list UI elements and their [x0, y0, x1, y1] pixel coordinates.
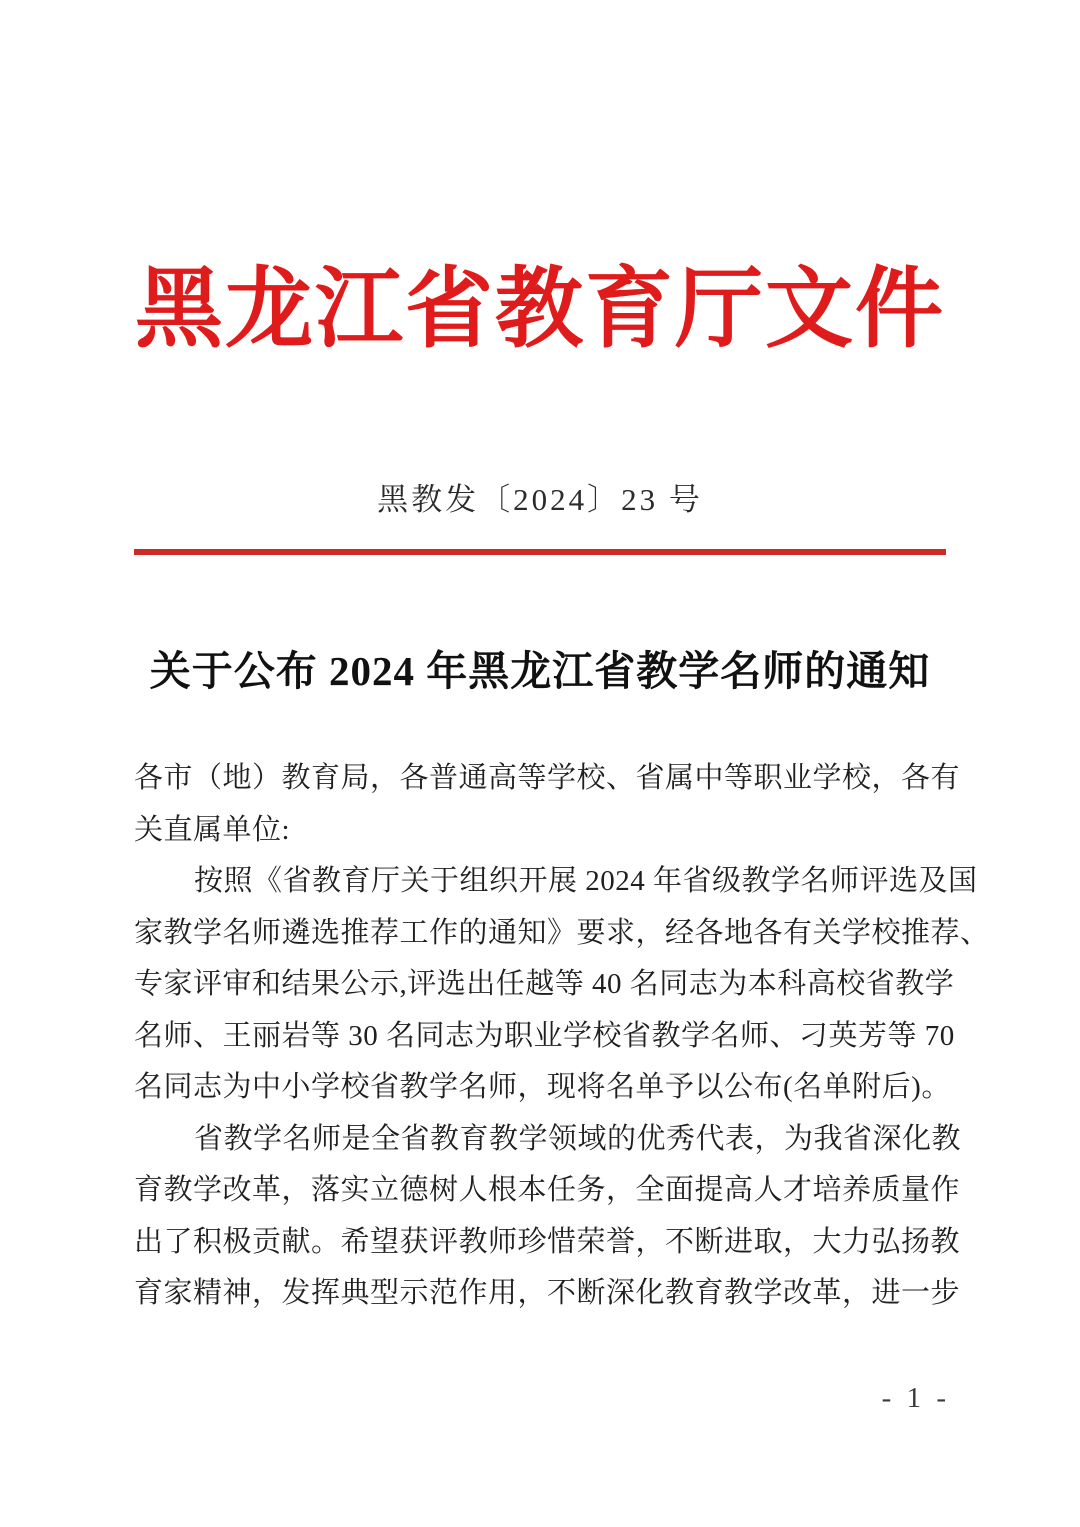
- letterhead: [0, 0, 1080, 368]
- body-text: [134, 753, 990, 1320]
- notice-title: 关于公布 2024 年黑龙江省教学名师的通知: [149, 648, 931, 695]
- letterhead-title: 黑龙江省教育厅文件: [134, 262, 945, 359]
- body-line: 专家评审和结果公示,评选出任越等 40 名同志为本科高校省教学: [134, 968, 955, 1001]
- document-number: 黑教发〔2024〕23 号: [377, 482, 703, 518]
- page-number: - 1 -: [881, 1382, 950, 1414]
- body-line: 各市（地）教育局，各普通高等学校、省属中等职业学校，各有: [134, 762, 961, 795]
- body-line: 关直属单位:: [134, 813, 291, 846]
- body-line: 家教学名师遴选推荐工作的通知》要求，经各地各有关学校推荐、: [134, 916, 990, 949]
- red-divider-line: [134, 549, 946, 555]
- body-line: 育教学改革，落实立德树人根本任务，全面提高人才培养质量作: [134, 1174, 961, 1207]
- body-line: 名师、王丽岩等 30 名同志为职业学校省教学名师、刁英芳等 70: [134, 1019, 955, 1052]
- body-line: 名同志为中小学校省教学名师，现将名单予以公布(名单附后)。: [134, 1071, 951, 1104]
- body-line: 出了积极贡献。希望获评教师珍惜荣誉，不断进取，大力弘扬教: [134, 1225, 961, 1258]
- body-line: 育家精神，发挥典型示范作用，不断深化教育教学改革，进一步: [134, 1277, 961, 1310]
- body-line: 省教学名师是全省教育教学领域的优秀代表，为我省深化教: [194, 1122, 962, 1155]
- body-line: 按照《省教育厅关于组织开展 2024 年省级教学名师评选及国: [194, 865, 978, 898]
